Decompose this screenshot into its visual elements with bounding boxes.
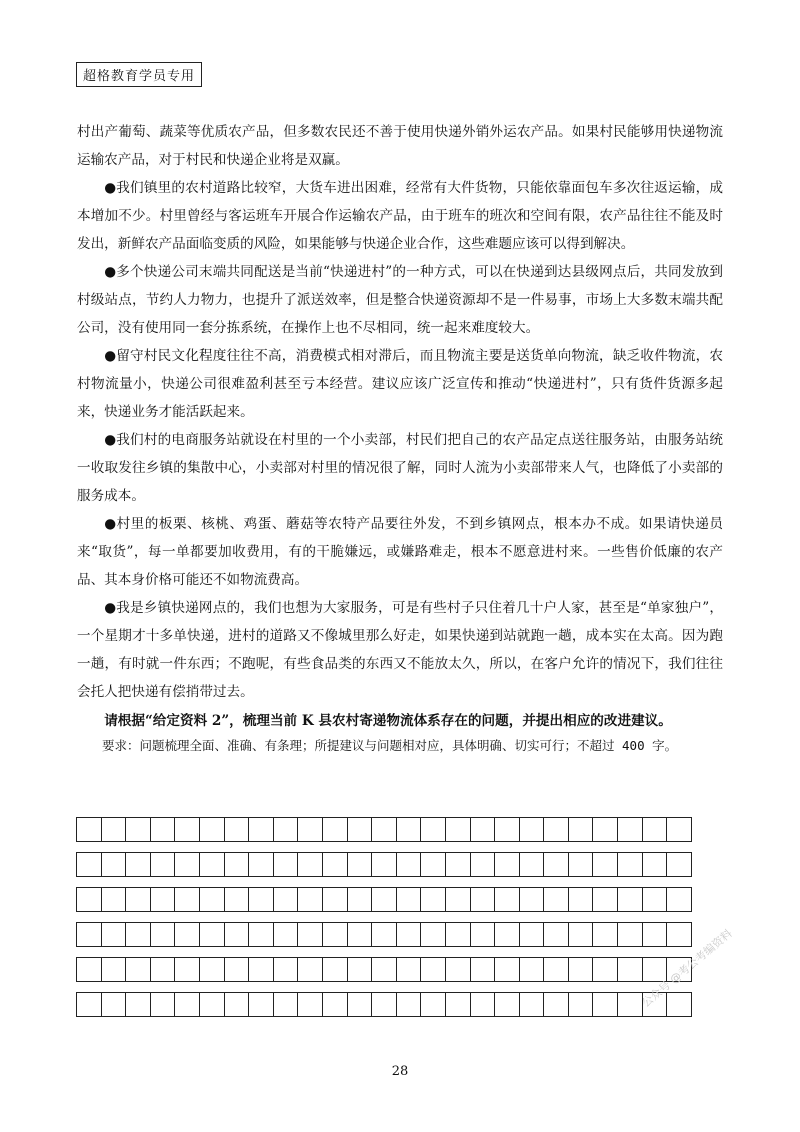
paragraph-1: ●我们镇里的农村道路比较窄，大货车进出困难，经常有大件货物，只能依靠面包车多次往返运输，成本增加不少。村里曾经与客运班车开展合作运输农产品，由于班车的班次和空间有限，农产品往往不能及时发出，新鲜农产品面临变质的风险，如果能够与快递企业合作，这些难题应该可以得到解决。 — [77, 180, 723, 252]
answer-cell[interactable] — [543, 922, 569, 947]
answer-cell[interactable] — [470, 887, 496, 912]
answer-cell[interactable] — [396, 852, 422, 877]
answer-cell[interactable] — [101, 817, 127, 842]
answer-cell[interactable] — [494, 887, 520, 912]
answer-cell[interactable] — [101, 922, 127, 947]
answer-grid-row — [76, 922, 692, 947]
answer-cell[interactable] — [642, 887, 668, 912]
answer-cell[interactable] — [494, 992, 520, 1017]
answer-cell[interactable] — [445, 887, 471, 912]
answer-cell[interactable] — [297, 817, 323, 842]
answer-cell[interactable] — [322, 887, 348, 912]
answer-cell[interactable] — [174, 817, 200, 842]
answer-cell[interactable] — [519, 957, 545, 982]
answer-cell[interactable] — [543, 992, 569, 1017]
paragraph-0: 村出产葡萄、蔬菜等优质农产品，但多数农民还不善于使用快递外销外运农产品。如果村民能够用快递物流运输农产品，对于村民和快递企业将是双赢。 — [77, 124, 723, 168]
answer-cell[interactable] — [617, 887, 643, 912]
answer-cell[interactable] — [199, 957, 225, 982]
answer-cell[interactable] — [666, 817, 692, 842]
answer-cell[interactable] — [273, 957, 299, 982]
answer-cell[interactable] — [445, 817, 471, 842]
answer-cell[interactable] — [174, 957, 200, 982]
answer-cell[interactable] — [322, 957, 348, 982]
answer-cell[interactable] — [125, 922, 151, 947]
answer-cell[interactable] — [543, 957, 569, 982]
answer-cell[interactable] — [174, 852, 200, 877]
answer-cell[interactable] — [519, 852, 545, 877]
answer-cell[interactable] — [519, 992, 545, 1017]
question-prompt: 请根据“给定资料 2”，梳理当前 K 县农村寄递物流体系存在的问题，并提出相应的改进建议。 — [104, 713, 672, 729]
answer-cell[interactable] — [445, 957, 471, 982]
answer-cell[interactable] — [174, 922, 200, 947]
watermark: 公众号 @考公考编资料 — [639, 926, 735, 1010]
answer-cell[interactable] — [76, 887, 102, 912]
answer-cell[interactable] — [150, 852, 176, 877]
answer-cell[interactable] — [101, 957, 127, 982]
answer-cell[interactable] — [666, 852, 692, 877]
answer-cell[interactable] — [470, 852, 496, 877]
answer-cell[interactable] — [174, 887, 200, 912]
answer-cell[interactable] — [519, 887, 545, 912]
answer-cell[interactable] — [76, 852, 102, 877]
answer-cell[interactable] — [125, 817, 151, 842]
answer-cell[interactable] — [568, 957, 594, 982]
answer-cell[interactable] — [322, 922, 348, 947]
answer-cell[interactable] — [543, 817, 569, 842]
answer-cell[interactable] — [519, 922, 545, 947]
answer-cell[interactable] — [297, 852, 323, 877]
answer-cell[interactable] — [125, 852, 151, 877]
answer-cell[interactable] — [125, 887, 151, 912]
answer-cell[interactable] — [347, 887, 373, 912]
answer-cell[interactable] — [666, 992, 692, 1017]
answer-cell[interactable] — [248, 817, 274, 842]
answer-cell[interactable] — [642, 852, 668, 877]
answer-cell[interactable] — [568, 922, 594, 947]
answer-cell[interactable] — [519, 817, 545, 842]
answer-cell[interactable] — [199, 852, 225, 877]
answer-cell[interactable] — [174, 992, 200, 1017]
answer-cell[interactable] — [273, 992, 299, 1017]
answer-cell[interactable] — [76, 992, 102, 1017]
answer-grid-row — [76, 852, 692, 877]
answer-cell[interactable] — [470, 922, 496, 947]
answer-cell[interactable] — [297, 957, 323, 982]
answer-cell[interactable] — [101, 992, 127, 1017]
answer-cell[interactable] — [273, 817, 299, 842]
answer-cell[interactable] — [445, 992, 471, 1017]
answer-cell[interactable] — [543, 852, 569, 877]
answer-cell[interactable] — [420, 852, 446, 877]
answer-cell[interactable] — [125, 957, 151, 982]
answer-grid-row — [76, 887, 692, 912]
answer-cell[interactable] — [445, 852, 471, 877]
answer-cell[interactable] — [420, 992, 446, 1017]
answer-cell[interactable] — [592, 922, 618, 947]
answer-cell[interactable] — [101, 852, 127, 877]
main-content — [77, 118, 723, 758]
answer-cell[interactable] — [396, 922, 422, 947]
answer-cell[interactable] — [568, 992, 594, 1017]
answer-cell[interactable] — [543, 887, 569, 912]
answer-cell[interactable] — [371, 887, 397, 912]
answer-cell[interactable] — [248, 922, 274, 947]
answer-cell[interactable] — [617, 817, 643, 842]
answer-cell[interactable] — [592, 957, 618, 982]
answer-cell[interactable] — [617, 957, 643, 982]
answer-cell[interactable] — [420, 817, 446, 842]
answer-cell[interactable] — [371, 957, 397, 982]
answer-cell[interactable] — [273, 922, 299, 947]
answer-cell[interactable] — [371, 817, 397, 842]
paragraph-2: ●多个快递公司末端共同配送是当前“快递进村”的一种方式，可以在快递到达县级网点后，共同发放到村级站点，节约人力物力，也提升了派送效率，但是整合快递资源却不是一件易事，市场上大多数末端共配公司，没有使用同一套分拣系统，在操作上也不尽相同，统一起来难度较大。 — [77, 264, 723, 336]
answer-cell[interactable] — [371, 992, 397, 1017]
answer-cell[interactable] — [347, 957, 373, 982]
answer-cell[interactable] — [224, 852, 250, 877]
answer-cell[interactable] — [396, 957, 422, 982]
answer-cell[interactable] — [592, 817, 618, 842]
answer-cell[interactable] — [371, 852, 397, 877]
answer-cell[interactable] — [396, 887, 422, 912]
answer-cell[interactable] — [371, 922, 397, 947]
answer-cell[interactable] — [199, 922, 225, 947]
answer-cell[interactable] — [297, 992, 323, 1017]
answer-cell[interactable] — [470, 992, 496, 1017]
answer-grid[interactable] — [76, 817, 692, 1027]
answer-cell[interactable] — [347, 992, 373, 1017]
answer-cell[interactable] — [592, 887, 618, 912]
answer-cell[interactable] — [248, 957, 274, 982]
answer-cell[interactable] — [76, 817, 102, 842]
answer-cell[interactable] — [470, 957, 496, 982]
answer-cell[interactable] — [420, 957, 446, 982]
answer-cell[interactable] — [396, 992, 422, 1017]
answer-cell[interactable] — [420, 887, 446, 912]
answer-cell[interactable] — [150, 817, 176, 842]
paragraph-6: ●我是乡镇快递网点的，我们也想为大家服务，可是有些村子只住着几十户人家，甚至是“单家独户”，一个星期才十多单快递，进村的道路又不像城里那么好走，如果快递到站就跑一趟，成本实在太高。因为跑一趟，有时就一件东西；不跑呢，有些食品类的东西又不能放太久，所以，在客户允许的情况下，我们往往会托人把快递有偿捎带过去。 — [77, 600, 723, 700]
answer-cell[interactable] — [248, 992, 274, 1017]
answer-cell[interactable] — [273, 887, 299, 912]
answer-cell[interactable] — [101, 887, 127, 912]
answer-cell[interactable] — [273, 852, 299, 877]
answer-cell[interactable] — [297, 922, 323, 947]
answer-cell[interactable] — [470, 817, 496, 842]
answer-cell[interactable] — [150, 887, 176, 912]
answer-cell[interactable] — [494, 922, 520, 947]
answer-cell[interactable] — [199, 992, 225, 1017]
page-number: 28 — [391, 1064, 409, 1079]
answer-cell[interactable] — [150, 922, 176, 947]
answer-cell[interactable] — [224, 957, 250, 982]
answer-cell[interactable] — [642, 922, 668, 947]
answer-cell[interactable] — [568, 852, 594, 877]
answer-cell[interactable] — [150, 957, 176, 982]
answer-grid-row — [76, 957, 692, 982]
answer-cell[interactable] — [592, 852, 618, 877]
answer-cell[interactable] — [666, 922, 692, 947]
answer-cell[interactable] — [347, 817, 373, 842]
answer-cell[interactable] — [347, 922, 373, 947]
answer-cell[interactable] — [224, 817, 250, 842]
answer-cell[interactable] — [248, 852, 274, 877]
answer-cell[interactable] — [150, 992, 176, 1017]
answer-cell[interactable] — [617, 852, 643, 877]
answer-cell[interactable] — [199, 817, 225, 842]
answer-cell[interactable] — [125, 992, 151, 1017]
header-label: 超格教育学员专用 — [76, 62, 202, 87]
answer-cell[interactable] — [617, 992, 643, 1017]
answer-cell[interactable] — [445, 922, 471, 947]
answer-cell[interactable] — [420, 922, 446, 947]
answer-cell[interactable] — [322, 852, 348, 877]
paragraph-4: ●我们村的电商服务站就设在村里的一个小卖部，村民们把自己的农产品定点送往服务站，由服务站统一收取发往乡镇的集散中心，小卖部对村里的情况很了解，同时人流为小卖部带来人气，也降低了小卖部的服务成本。 — [77, 432, 723, 504]
answer-cell[interactable] — [322, 817, 348, 842]
requirement-text: 要求：问题梳理全面、准确、有条理；所提建议与问题相对应，具体明确、切实可行；不超过 400 字。 — [102, 738, 678, 753]
answer-cell[interactable] — [322, 992, 348, 1017]
answer-cell[interactable] — [224, 992, 250, 1017]
answer-cell[interactable] — [347, 852, 373, 877]
answer-cell[interactable] — [76, 957, 102, 982]
answer-cell[interactable] — [592, 992, 618, 1017]
answer-cell[interactable] — [199, 887, 225, 912]
answer-cell[interactable] — [76, 922, 102, 947]
answer-cell[interactable] — [494, 852, 520, 877]
answer-cell[interactable] — [617, 922, 643, 947]
answer-cell[interactable] — [642, 817, 668, 842]
answer-cell[interactable] — [568, 817, 594, 842]
answer-cell[interactable] — [396, 817, 422, 842]
answer-cell[interactable] — [224, 922, 250, 947]
answer-cell[interactable] — [494, 957, 520, 982]
answer-cell[interactable] — [666, 887, 692, 912]
answer-grid-row — [76, 992, 692, 1017]
answer-cell[interactable] — [494, 817, 520, 842]
answer-cell[interactable] — [568, 887, 594, 912]
answer-cell[interactable] — [224, 887, 250, 912]
answer-cell[interactable] — [248, 887, 274, 912]
paragraph-5: ●村里的板栗、核桃、鸡蛋、蘑菇等农特产品要往外发，不到乡镇网点，根本办不成。如果请快递员来“取货”，每一单都要加收费用，有的干脆嫌远，或嫌路难走，根本不愿意进村来。一些售价低廉的农产品、其本身价格可能还不如物流费高。 — [77, 516, 723, 588]
answer-grid-row — [76, 817, 692, 842]
paragraph-3: ●留守村民文化程度往往不高，消费模式相对滞后，而且物流主要是送货单向物流，缺乏收件物流，农村物流量小，快递公司很难盈利甚至亏本经营。建议应该广泛宣传和推动“快递进村”，只有货件货源多起来，快递业务才能活跃起来。 — [77, 348, 723, 420]
answer-cell[interactable] — [297, 887, 323, 912]
